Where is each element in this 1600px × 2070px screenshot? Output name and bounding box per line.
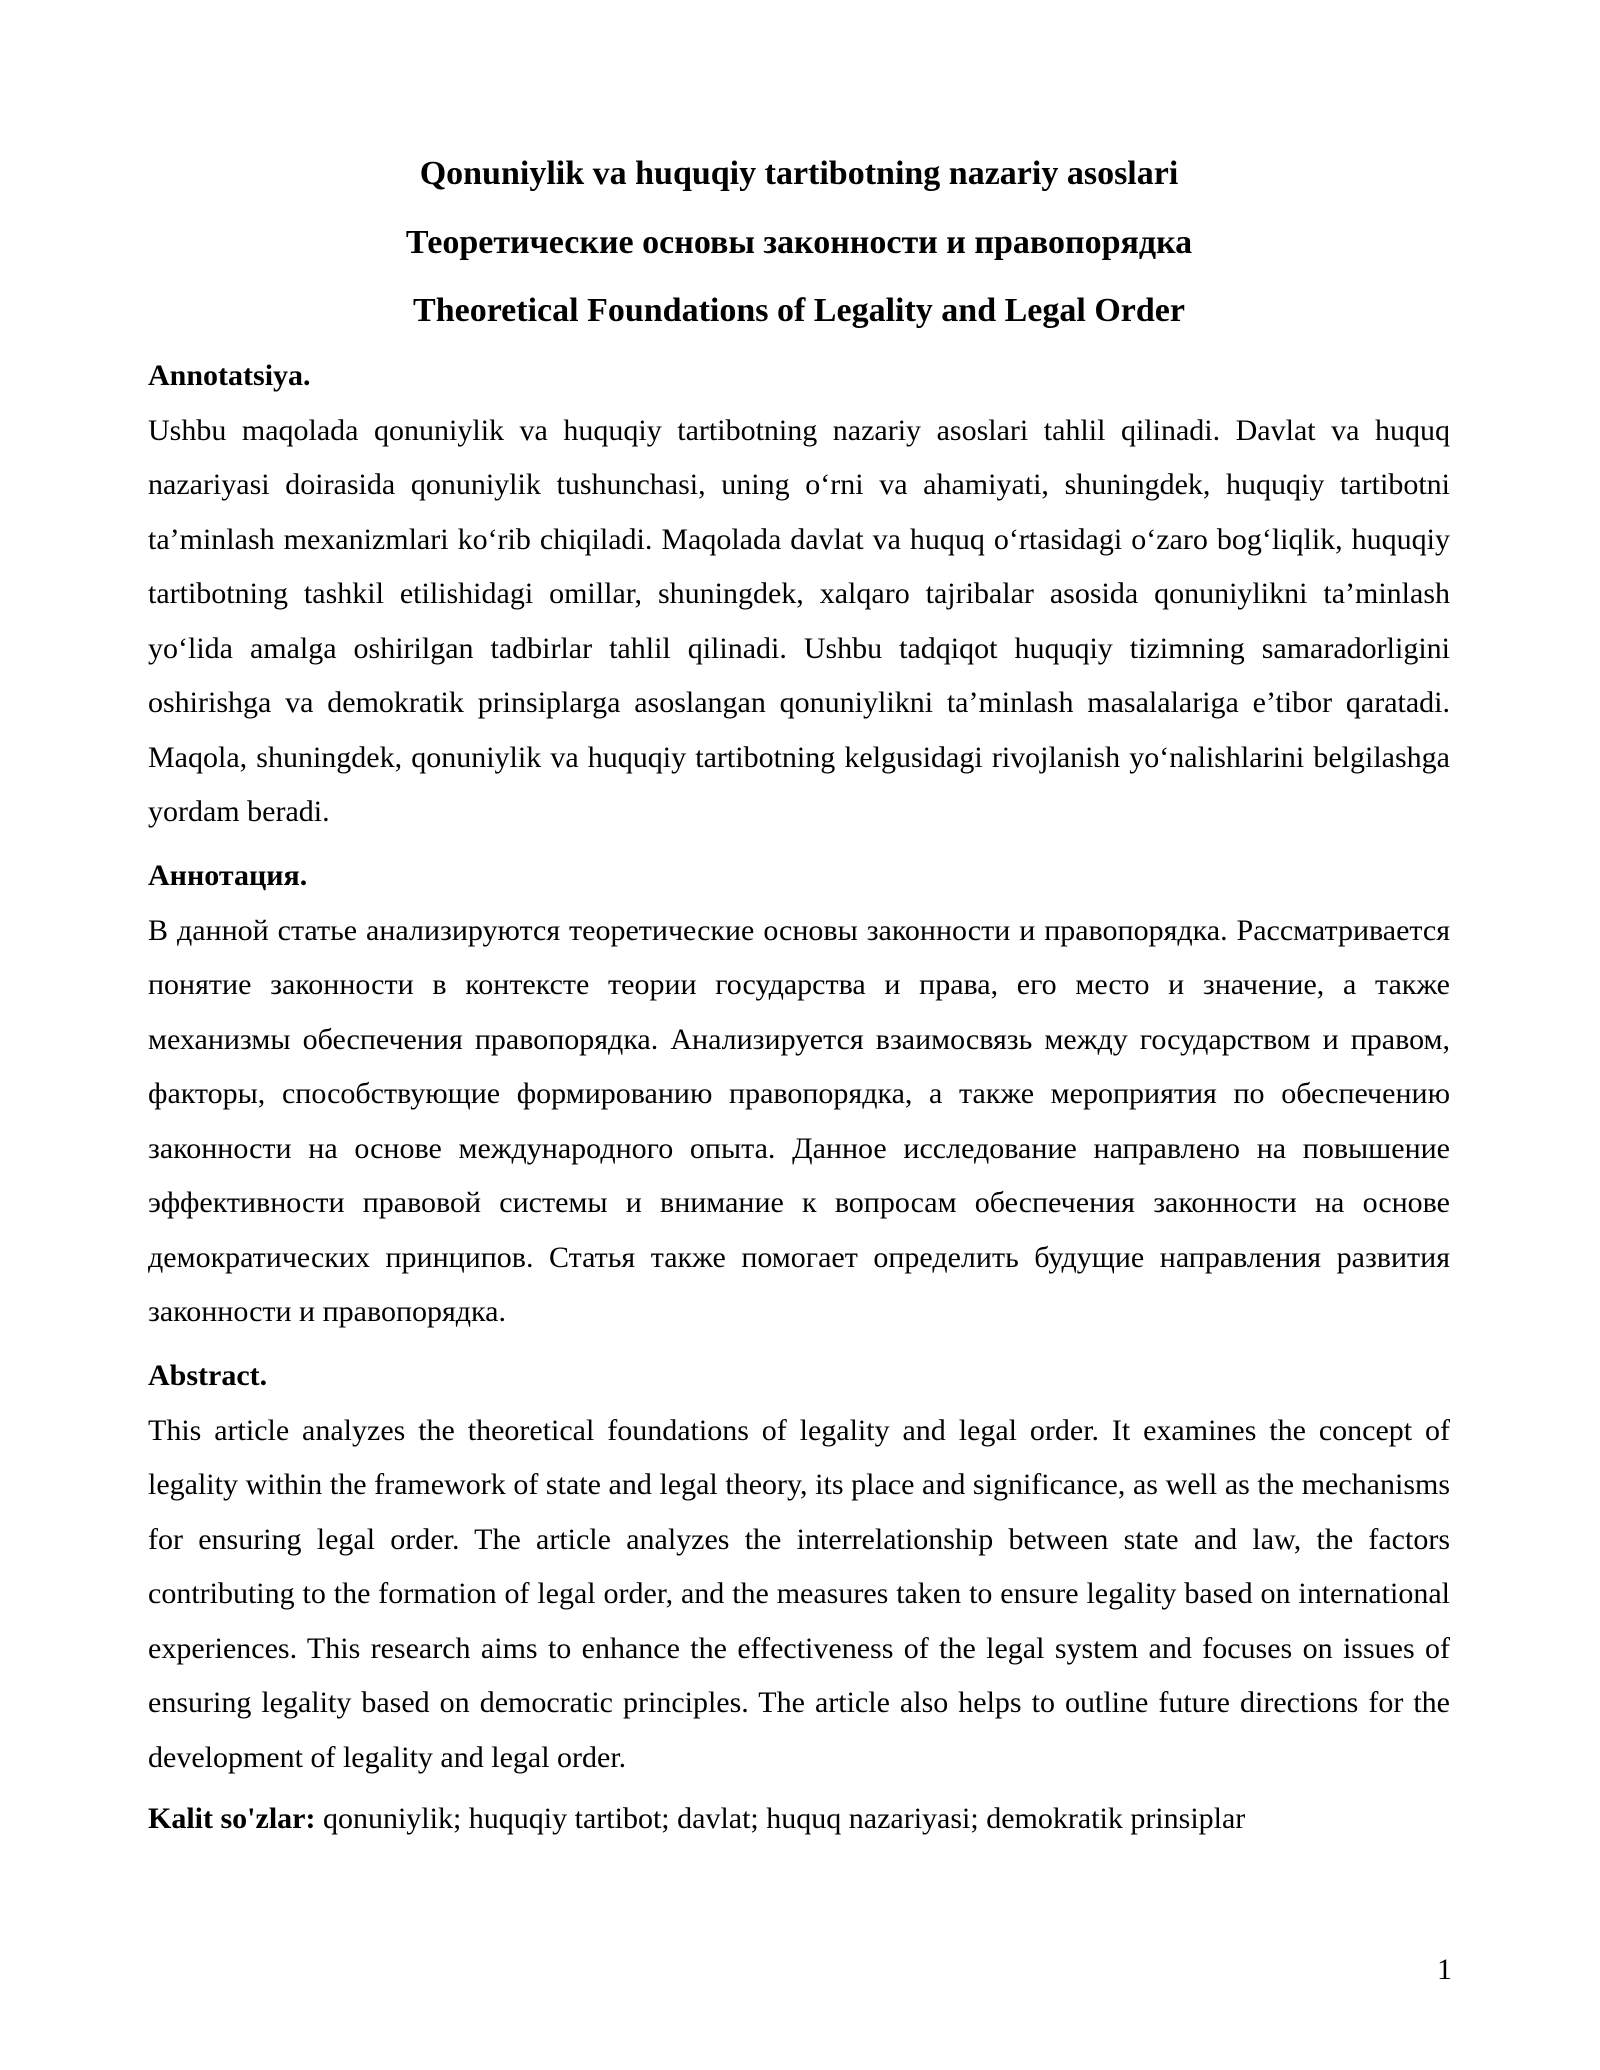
keywords-text: qonuniylik; huquqiy tartibot; davlat; huquq nazariyasi; demokratik prinsiplar xyxy=(315,1802,1246,1835)
page-number: 1 xyxy=(1437,1953,1452,1986)
title-english: Theoretical Foundations of Legality and Legal Order xyxy=(413,292,1185,329)
annotation-uz-heading: Annotatsiya. xyxy=(148,358,311,392)
keywords-line xyxy=(148,1799,1450,1839)
annotation-ru-text: В данной статье анализируются теоретические основы законности и правопорядка. Рассматривается понятие законности в контексте теории государства и права, его место и значение, а также механизмы обеспечения правопорядка. Анализируется взаимосвязь между государством и правом, факторы, способствующие формированию правопорядка, а также мероприятия по обеспечению законности на основе международного опыта. Данное исследование направлено на повышение эффективности правовой системы и внимание к вопросам обеспечения законности на основе демократических принципов. Статья также помогает определить будущие направления развития законности и правопорядка. xyxy=(148,913,1450,1328)
keywords-label: Kalit so'zlar: xyxy=(148,1802,316,1835)
title-uzbek: Qonuniylik va huquqiy tartibotning nazariy asoslari xyxy=(419,155,1179,192)
document-page xyxy=(148,140,1450,1839)
annotation-ru-heading: Аннотация. xyxy=(148,858,308,892)
abstract-en-heading: Abstract. xyxy=(148,1358,268,1392)
abstract-en-text: This article analyzes the theoretical foundations of legality and legal order. It examines the concept of legality within the framework of state and legal theory, its place and significance, as well as the mechanisms for ensuring legal order. The article analyzes the interrelationship between state and law, the factors contributing to the formation of legal order, and the measures taken to ensure legality based on international experiences. This research aims to enhance the effectiveness of the legal system and focuses on issues of ensuring legality based on democratic principles. The article also helps to outline future directions for the development of legality and legal order. xyxy=(148,1413,1450,1774)
title-russian: Теоретические основы законности и правопорядка xyxy=(405,223,1193,261)
annotation-uz-text: Ushbu maqolada qonuniylik va huquqiy tartibotning nazariy asoslari tahlil qilinadi. Davlat va huquq nazariyasi doirasida qonuniylik tushunchasi, uning o‘rni va ahamiyati, shuningdek, huquqiy tartibotni ta’minlash mexanizmlari ko‘rib chiqiladi. Maqolada davlat va huquq o‘rtasidagi o‘zaro bog‘liqlik, huquqiy tartibotning tashkil etilishidagi omillar, shuningdek, xalqaro tajribalar asosida qonuniylikni ta’minlash yo‘lida amalga oshirilgan tadbirlar tahlil qilinadi. Ushbu tadqiqot huquqiy tizimning samaradorligini oshirishga va demokratik prinsiplarga asoslangan qonuniylikni ta’minlash masalalariga e’tibor qaratadi. Maqola, shuningdek, qonuniylik va huquqiy tartibotning kelgusidagi rivojlanish yo‘nalishlarini belgilashga yordam beradi. xyxy=(148,413,1450,828)
